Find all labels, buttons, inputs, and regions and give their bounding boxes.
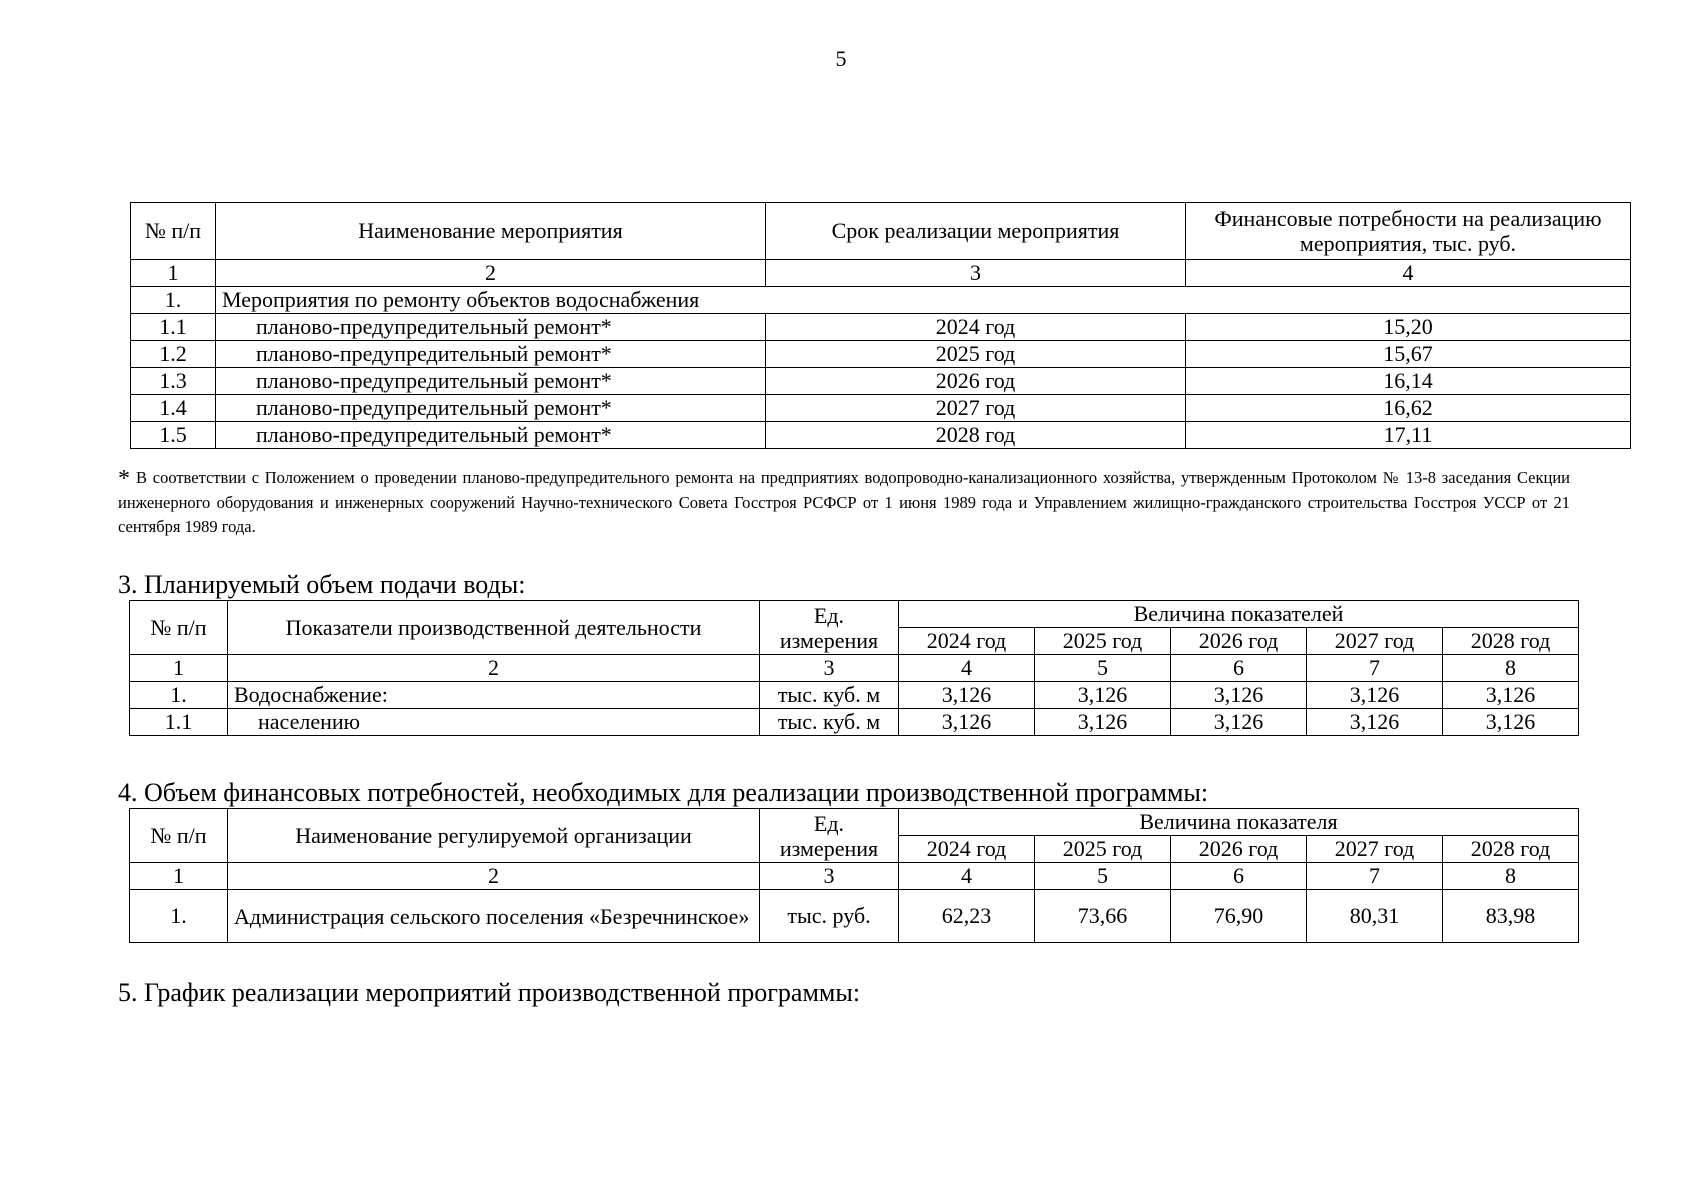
column-numbers-row bbox=[131, 260, 1631, 287]
row-name: планово-предупредительный ремонт* bbox=[216, 422, 766, 449]
row-num: 1.3 bbox=[131, 368, 216, 395]
row-num: 1.2 bbox=[131, 341, 216, 368]
col-number: 3 bbox=[766, 260, 1186, 287]
col-number: 3 bbox=[760, 655, 899, 682]
group-row bbox=[131, 287, 1631, 314]
table-row bbox=[131, 422, 1631, 449]
row-term: 2027 год bbox=[766, 395, 1186, 422]
row-name: планово-предупредительный ремонт* bbox=[216, 341, 766, 368]
header-amount: Финансовые потребности на реализацию мероприятия, тыс. руб. bbox=[1186, 203, 1631, 260]
header-group: Величина показателей bbox=[899, 601, 1579, 628]
row-value: 3,126 bbox=[899, 682, 1035, 709]
row-name: населению bbox=[228, 709, 760, 736]
col-number: 4 bbox=[899, 863, 1035, 890]
header-name: Наименование мероприятия bbox=[216, 203, 766, 260]
row-name: планово-предупредительный ремонт* bbox=[216, 395, 766, 422]
col-number: 3 bbox=[760, 863, 899, 890]
col-number: 6 bbox=[1171, 655, 1307, 682]
table-row bbox=[130, 890, 1579, 943]
activities-table bbox=[130, 202, 1631, 449]
footnote-star: * bbox=[118, 466, 130, 492]
col-number: 2 bbox=[216, 260, 766, 287]
header-num: № п/п bbox=[131, 203, 216, 260]
group-num: 1. bbox=[131, 287, 216, 314]
column-numbers-row bbox=[130, 863, 1579, 890]
header-group: Величина показателя bbox=[899, 809, 1579, 836]
row-value: 80,31 bbox=[1307, 890, 1443, 943]
table-header-row bbox=[131, 203, 1631, 260]
header-name: Наименование регулируемой организации bbox=[228, 809, 760, 863]
row-value: 83,98 bbox=[1443, 890, 1579, 943]
header-year: 2024 год bbox=[899, 836, 1035, 863]
col-number: 2 bbox=[228, 655, 760, 682]
header-year: 2028 год bbox=[1443, 836, 1579, 863]
row-amount: 16,62 bbox=[1186, 395, 1631, 422]
row-value: 3,126 bbox=[1171, 682, 1307, 709]
col-number: 7 bbox=[1307, 655, 1443, 682]
section-4-title: 4. Объем финансовых потребностей, необходимых для реализации производственной программы: bbox=[118, 778, 1209, 807]
row-num: 1.5 bbox=[131, 422, 216, 449]
row-value: 3,126 bbox=[1443, 709, 1579, 736]
row-amount: 17,11 bbox=[1186, 422, 1631, 449]
footnote-text: В соответствии с Положением о проведении планово-предупредительного ремонта на предприятиях водопроводно-канализационного хозяйства, утвержденным Протоколом № 13-8 заседания Секции инженерного оборудования и инженерных сооружений Научно-технического Совета Госстроя РСФСР от 1 июня 1989 года и Управлением жилищно-гражданского строительства Госстроя УССР от 21 сентября 1989 года. bbox=[118, 468, 1570, 536]
table-row bbox=[131, 341, 1631, 368]
header-name: Показатели производственной деятельности bbox=[228, 601, 760, 655]
table-row bbox=[131, 368, 1631, 395]
row-value: 76,90 bbox=[1171, 890, 1307, 943]
header-unit: Ед. измерения bbox=[760, 809, 899, 863]
financial-needs-table bbox=[129, 808, 1579, 943]
header-year: 2027 год bbox=[1307, 628, 1443, 655]
row-term: 2028 год bbox=[766, 422, 1186, 449]
col-number: 6 bbox=[1171, 863, 1307, 890]
table-header-row bbox=[130, 809, 1579, 836]
col-number: 8 bbox=[1443, 655, 1579, 682]
page-number: 5 bbox=[835, 46, 847, 71]
column-numbers-row bbox=[130, 655, 1579, 682]
col-number: 4 bbox=[1186, 260, 1631, 287]
col-number: 1 bbox=[131, 260, 216, 287]
header-num: № п/п bbox=[130, 601, 228, 655]
row-value: 3,126 bbox=[1443, 682, 1579, 709]
row-value: 62,23 bbox=[899, 890, 1035, 943]
header-year: 2025 год bbox=[1035, 628, 1171, 655]
row-num: 1.1 bbox=[131, 314, 216, 341]
row-value: 3,126 bbox=[1035, 682, 1171, 709]
row-name: планово-предупредительный ремонт* bbox=[216, 314, 766, 341]
row-value: 3,126 bbox=[1035, 709, 1171, 736]
col-number: 1 bbox=[130, 863, 228, 890]
col-number: 2 bbox=[228, 863, 760, 890]
col-number: 8 bbox=[1443, 863, 1579, 890]
row-unit: тыс. куб. м bbox=[760, 709, 899, 736]
row-amount: 15,20 bbox=[1186, 314, 1631, 341]
row-name: Водоснабжение: bbox=[228, 682, 760, 709]
footnote bbox=[118, 466, 1570, 539]
section-3-title: 3. Планируемый объем подачи воды: bbox=[118, 570, 526, 599]
row-amount: 15,67 bbox=[1186, 341, 1631, 368]
row-name: планово-предупредительный ремонт* bbox=[216, 368, 766, 395]
row-term: 2026 год bbox=[766, 368, 1186, 395]
row-num: 1.1 bbox=[130, 709, 228, 736]
row-unit: тыс. руб. bbox=[760, 890, 899, 943]
row-value: 3,126 bbox=[1171, 709, 1307, 736]
col-number: 5 bbox=[1035, 655, 1171, 682]
table-row bbox=[131, 395, 1631, 422]
row-num: 1. bbox=[130, 890, 228, 943]
row-term: 2024 год bbox=[766, 314, 1186, 341]
table-header-row bbox=[130, 601, 1579, 628]
col-number: 5 bbox=[1035, 863, 1171, 890]
header-year: 2027 год bbox=[1307, 836, 1443, 863]
row-value: 73,66 bbox=[1035, 890, 1171, 943]
row-num: 1. bbox=[130, 682, 228, 709]
table-row bbox=[131, 314, 1631, 341]
col-number: 4 bbox=[899, 655, 1035, 682]
header-num: № п/п bbox=[130, 809, 228, 863]
header-term: Срок реализации мероприятия bbox=[766, 203, 1186, 260]
header-year: 2026 год bbox=[1171, 628, 1307, 655]
row-name: Администрация сельского поселения «Безречнинское» bbox=[228, 890, 760, 943]
row-value: 3,126 bbox=[1307, 709, 1443, 736]
section-5-title: 5. График реализации мероприятий производственной программы: bbox=[118, 978, 861, 1007]
table-row bbox=[130, 709, 1579, 736]
group-name: Мероприятия по ремонту объектов водоснабжения bbox=[216, 287, 1631, 314]
header-unit: Ед. измерения bbox=[760, 601, 899, 655]
row-amount: 16,14 bbox=[1186, 368, 1631, 395]
water-supply-table bbox=[129, 600, 1579, 736]
row-unit: тыс. куб. м bbox=[760, 682, 899, 709]
header-year: 2026 год bbox=[1171, 836, 1307, 863]
header-year: 2024 год bbox=[899, 628, 1035, 655]
row-value: 3,126 bbox=[1307, 682, 1443, 709]
col-number: 1 bbox=[130, 655, 228, 682]
row-num: 1.4 bbox=[131, 395, 216, 422]
row-term: 2025 год bbox=[766, 341, 1186, 368]
header-year: 2025 год bbox=[1035, 836, 1171, 863]
row-value: 3,126 bbox=[899, 709, 1035, 736]
col-number: 7 bbox=[1307, 863, 1443, 890]
table-row bbox=[130, 682, 1579, 709]
header-year: 2028 год bbox=[1443, 628, 1579, 655]
